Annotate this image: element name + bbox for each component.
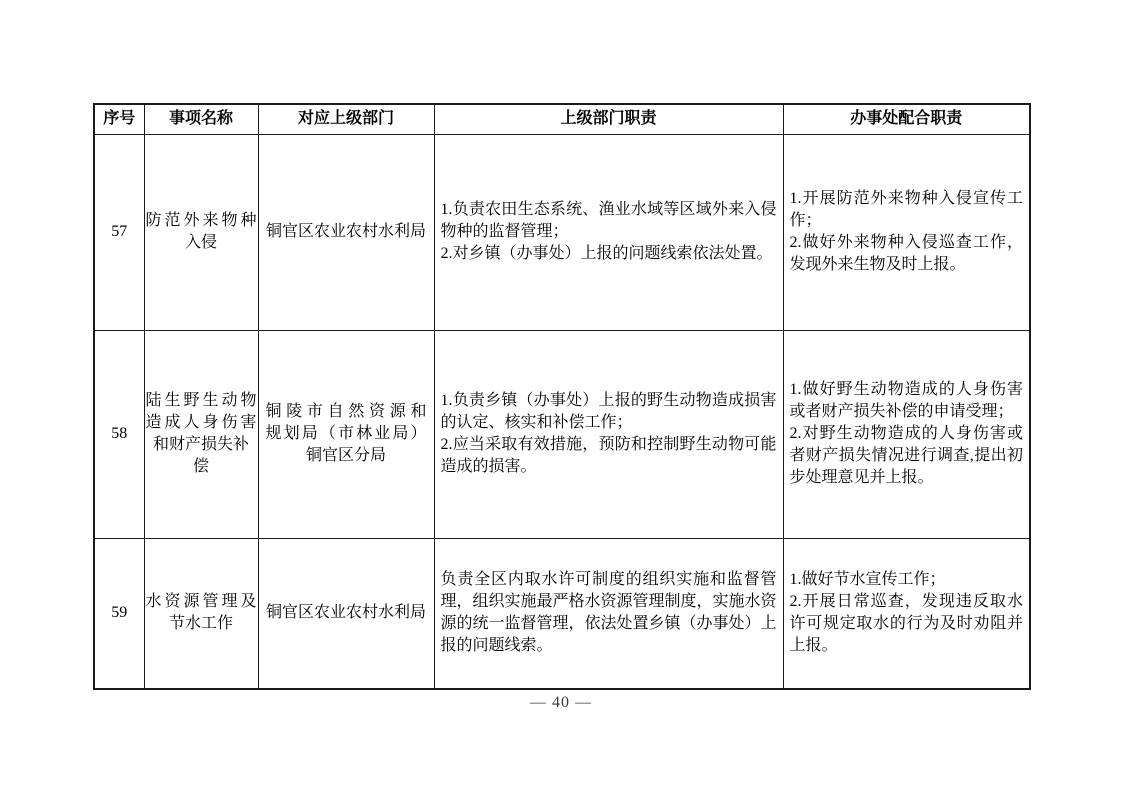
superior-duty-item: 2.对乡镇（办事处）上报的问题线索依法处置。 (440, 245, 773, 262)
cell-department (258, 330, 434, 538)
cell-office-duties (783, 134, 1030, 330)
office-duty-item: 1.做好野生动物造成的人身伤害或者财产损失补偿的申请受理； (789, 381, 1023, 420)
cell-superior-duties (434, 134, 783, 330)
cell-item-name (144, 134, 258, 330)
table-row (94, 538, 1030, 689)
header-item-name: 事项名称 (144, 104, 258, 134)
page-number: — 40 — (530, 694, 592, 711)
cell-serial: 58 (94, 330, 144, 538)
cell-superior-duties (434, 538, 783, 689)
superior-duty-item: 负责全区内取水许可制度的组织实施和监督管理，组织实施最严格水资源管理制度，实施水资源的统一监督管理，依法处置乡镇（办事处）上报的问题线索。 (440, 571, 777, 655)
cell-office-duties (783, 330, 1030, 538)
superior-duty-item: 1.负责农田生态系统、渔业水域等区域外来入侵物种的监督管理； (440, 201, 777, 240)
cell-office-duties (783, 538, 1030, 689)
cell-department (258, 538, 434, 689)
item-name-line: 节水工作 (168, 615, 233, 633)
department-line: 铜官区分局 (305, 447, 386, 464)
cell-serial: 59 (94, 538, 144, 689)
cell-item-name (144, 538, 258, 689)
department-line: 铜官区农业农村水利局 (265, 223, 426, 240)
header-office-duties: 办事处配合职责 (783, 104, 1030, 134)
item-name-line: 入侵 (184, 234, 217, 251)
superior-duty-item: 1.负责乡镇（办事处）上报的野生动物造成损害的认定、核实和补偿工作； (440, 392, 777, 431)
cell-item-name (144, 330, 258, 538)
item-name-line: 防范外来物种 (145, 212, 257, 229)
office-duty-item: 1.开展防范外来物种入侵宣传工作； (789, 190, 1023, 229)
cell-superior-duties (434, 330, 783, 538)
item-name-line: 陆生野生动物 (145, 392, 257, 409)
superior-duty-item: 2.应当采取有效措施，预防和控制野生动物可能造成的损害。 (440, 436, 777, 475)
header-serial: 序号 (94, 104, 144, 134)
office-duty-item: 2.做好外来物种入侵巡查工作，发现外来生物及时上报。 (789, 234, 1023, 273)
duties-table (93, 103, 1031, 690)
header-superior-duties: 上级部门职责 (434, 104, 783, 134)
table-row (94, 134, 1030, 330)
item-name-line: 和财产损失补偿 (152, 436, 249, 475)
cell-serial: 57 (94, 134, 144, 330)
office-duty-item: 2.对野生动物造成的人身伤害或者财产损失情况进行调查,提出初步处理意见并上报。 (789, 425, 1023, 486)
item-name-line: 水资源管理及 (145, 593, 257, 611)
office-duty-item: 1.做好节水宣传工作； (789, 571, 946, 589)
item-name-line: 造成人身伤害 (145, 414, 257, 431)
department-line: 铜官区农业农村水利局 (265, 604, 426, 622)
cell-department (258, 134, 434, 330)
header-row (94, 104, 1030, 134)
header-department: 对应上级部门 (258, 104, 434, 134)
office-duty-item: 2.开展日常巡查，发现违反取水许可规定取水的行为及时劝阻并上报。 (789, 593, 1023, 655)
department-line: 铜陵市自然资源和 (265, 403, 427, 420)
department-line: 规划局（市林业局） (265, 425, 427, 442)
table-row (94, 330, 1030, 538)
